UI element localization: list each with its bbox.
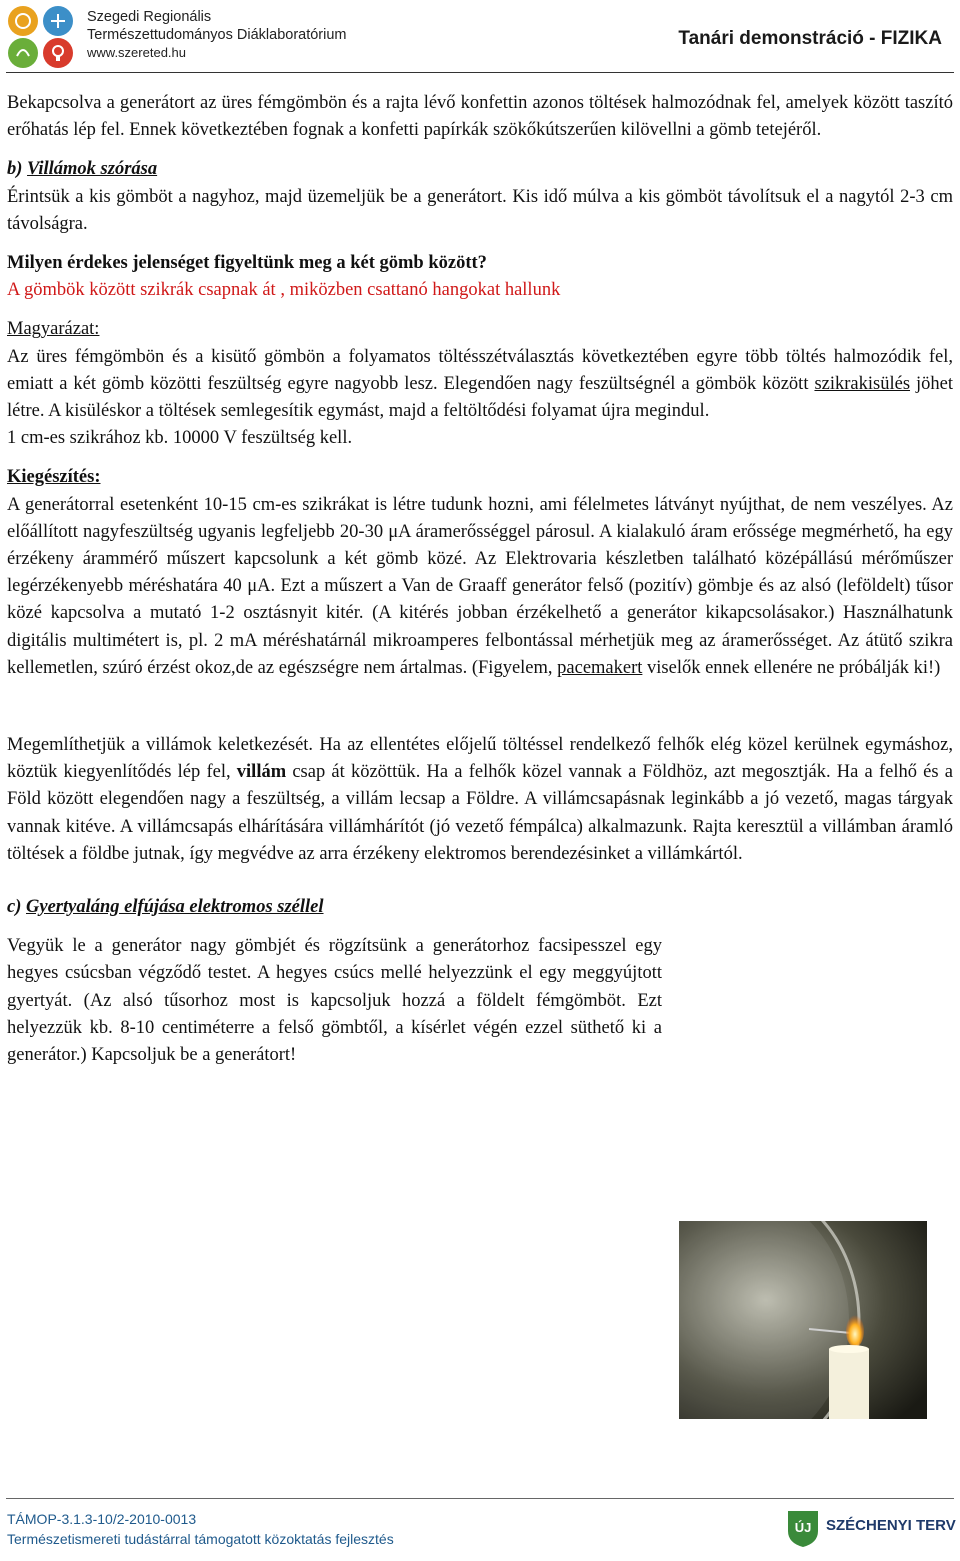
lab-logo-icon (6, 4, 76, 70)
footer-divider (6, 1498, 954, 1499)
sparkdischarge-link[interactable]: szikrakisülés (814, 373, 911, 394)
supplement-text-a: A generátorral esetenként 10-15 cm-es szikrákat is létre tudunk hozni, ami félelmetes látványt nyújthat, de nem veszélyes. Az előállított nagyfeszültség ugyanis legfeljebb 20-30 μA áramerősséggel párosul. A kialakuló áram erőssége megmérhető, ha egy érzékeny árammérő műszert kapcsolunk a két gömb közé. Az Elektrovaria készletben található középállású mérőműszer legérzékenyebb méréshatára 40 μA. Ezt a műszert a Van de Graaff generátor felső (pozitív) gömbje és az alsó (leföldelt) tűsor közé kapcsolva a mutató 1-2 osztásnyit kitér. (A kitérés jobban érzékelhető a generátor kikapcsolásakor.) Használhatunk digitális multimétert is, pl. 2 mA méréshatárnál mikroamperes felbontással mérhetjük meg az áramerősséget. Az átütő szikra kellemetlen, szúró érzést okoz,de az egészségre nem ártalmas. (Figyelem, (7, 494, 953, 678)
answer: A gömbök között szikrák csapnak át , miközben csattanó hangokat hallunk (7, 280, 561, 301)
lightning-text-a: Megemlíthetjük a villámok keletkezését. Ha az ellentétes előjelű töltéssel rendelkező felhők elég közel kerülnek egymáshoz, köztük kiegyenlítődés lép fel, (7, 735, 953, 783)
supplement-heading: Kiegészítés: (7, 467, 101, 488)
explanation-heading: Magyarázat: (7, 319, 100, 340)
section-c-heading (7, 894, 953, 921)
supplement-paragraph (7, 492, 953, 682)
explanation-text-b: jöhet létre. A kisüléskor a töltések semlegesítik egymást, majd a feltöltődési folyamat újra megindul. (7, 373, 953, 422)
intro-paragraph: Bekapcsolva a generátort az üres fémgömbön és a rajta lévő konfettin azonos töltések halmozódnak fel, amelyek között taszító erőhatás lép fel. Ennek következtében fognak a konfetti papírkák szökőkútszerűen kilövellni a gömb tetejéről. (7, 93, 953, 141)
document-body (7, 90, 953, 1069)
szechenyi-label: SZÉCHENYI TERV (826, 1517, 956, 1534)
lightning-paragraph (7, 732, 953, 868)
candle-photo (679, 1221, 927, 1419)
organization-name (87, 8, 347, 62)
question: Milyen érdekes jelenséget figyeltünk meg a két gömb között? (7, 253, 487, 274)
explanation-text-a: Az üres fémgömbön és a kisütő gömbön a folyamatos töltésszétválasztás következtében egyre több töltés halmozódik fel, emiatt a két gömb közötti feszültség egyre nagyobb lesz. Elegendően nagy feszültségnél a gömbök között (7, 346, 953, 394)
lightning-text-b: csap át közöttük. Ha a felhők közel vannak a Földhöz, azt megosztják. Ha a felhő és a Föld között elegendően nagy a feszültség, a villám lecsap a Földre. A villámcsapásnak leginkább a jó vezető, magas tárgyak vannak kitéve. A villámcsapás elhárítására villámhárítót (jó vezető fémpálca) alkalmazunk. Rajta keresztül a villámban áramló töltések a földbe jutnak, így megvédve az arra érzékeny elektromos berendezésinket a villámkártól. (7, 762, 954, 864)
svg-text:ÚJ: ÚJ (794, 1520, 812, 1535)
project-subtitle: Természetismereti tudástárral támogatott közoktatás fejlesztés (7, 1531, 394, 1547)
page-header (0, 0, 960, 78)
page-footer (0, 1495, 960, 1561)
section-c-paragraph: Vegyük le a generátor nagy gömbjét és rögzítsünk a generátorhoz facsipesszel egy hegyes csúcsban végződő testet. A hegyes csúcs mellé helyezzünk el egy meggyújtott gyertyát. (Az alsó tűsorhoz most is kapcsoljuk hozzá a földelt fémgömböt. Ezt helyezzük kb. 8-10 centiméterre a felső gömbtől, a kísérlet végén ezzel süthető ki a generátor.) Kapcsoljuk be a generátort! (7, 936, 662, 1066)
website-link[interactable]: www.szereted.hu (87, 45, 186, 60)
szechenyi-logo-icon (786, 1507, 820, 1547)
header-divider (6, 72, 954, 73)
header-tag: Tanári demonstráció - FIZIKA (678, 28, 942, 49)
section-b-label: b) (7, 159, 23, 180)
org-line2: Természettudományos Diáklaboratórium (87, 27, 347, 43)
lightning-bold-word: villám (236, 762, 287, 783)
project-code: TÁMOP-3.1.3-10/2-2010-0013 (7, 1511, 197, 1527)
section-b-paragraph: Érintsük a kis gömböt a nagyhoz, majd üzemeljük be a generátort. Kis idő múlva a kis gömböt távolítsuk el a nagytól 2-3 cm távolságra. (7, 186, 953, 234)
pacemaker-link[interactable]: pacemakert (557, 657, 643, 678)
section-c-title: Gyertyaláng elfújása elektromos széllel (26, 897, 324, 918)
section-c-label: c) (7, 897, 22, 918)
explanation-paragraph (7, 344, 953, 426)
section-b-heading (7, 156, 953, 183)
org-line1: Szegedi Regionális (87, 9, 212, 25)
supplement-text-b: viselők ennek ellenére ne próbálják ki!) (642, 657, 941, 678)
explanation-voltage: 1 cm-es szikrához kb. 10000 V feszültség kell. (7, 428, 353, 449)
section-b-title: Villámok szórása (27, 159, 158, 180)
